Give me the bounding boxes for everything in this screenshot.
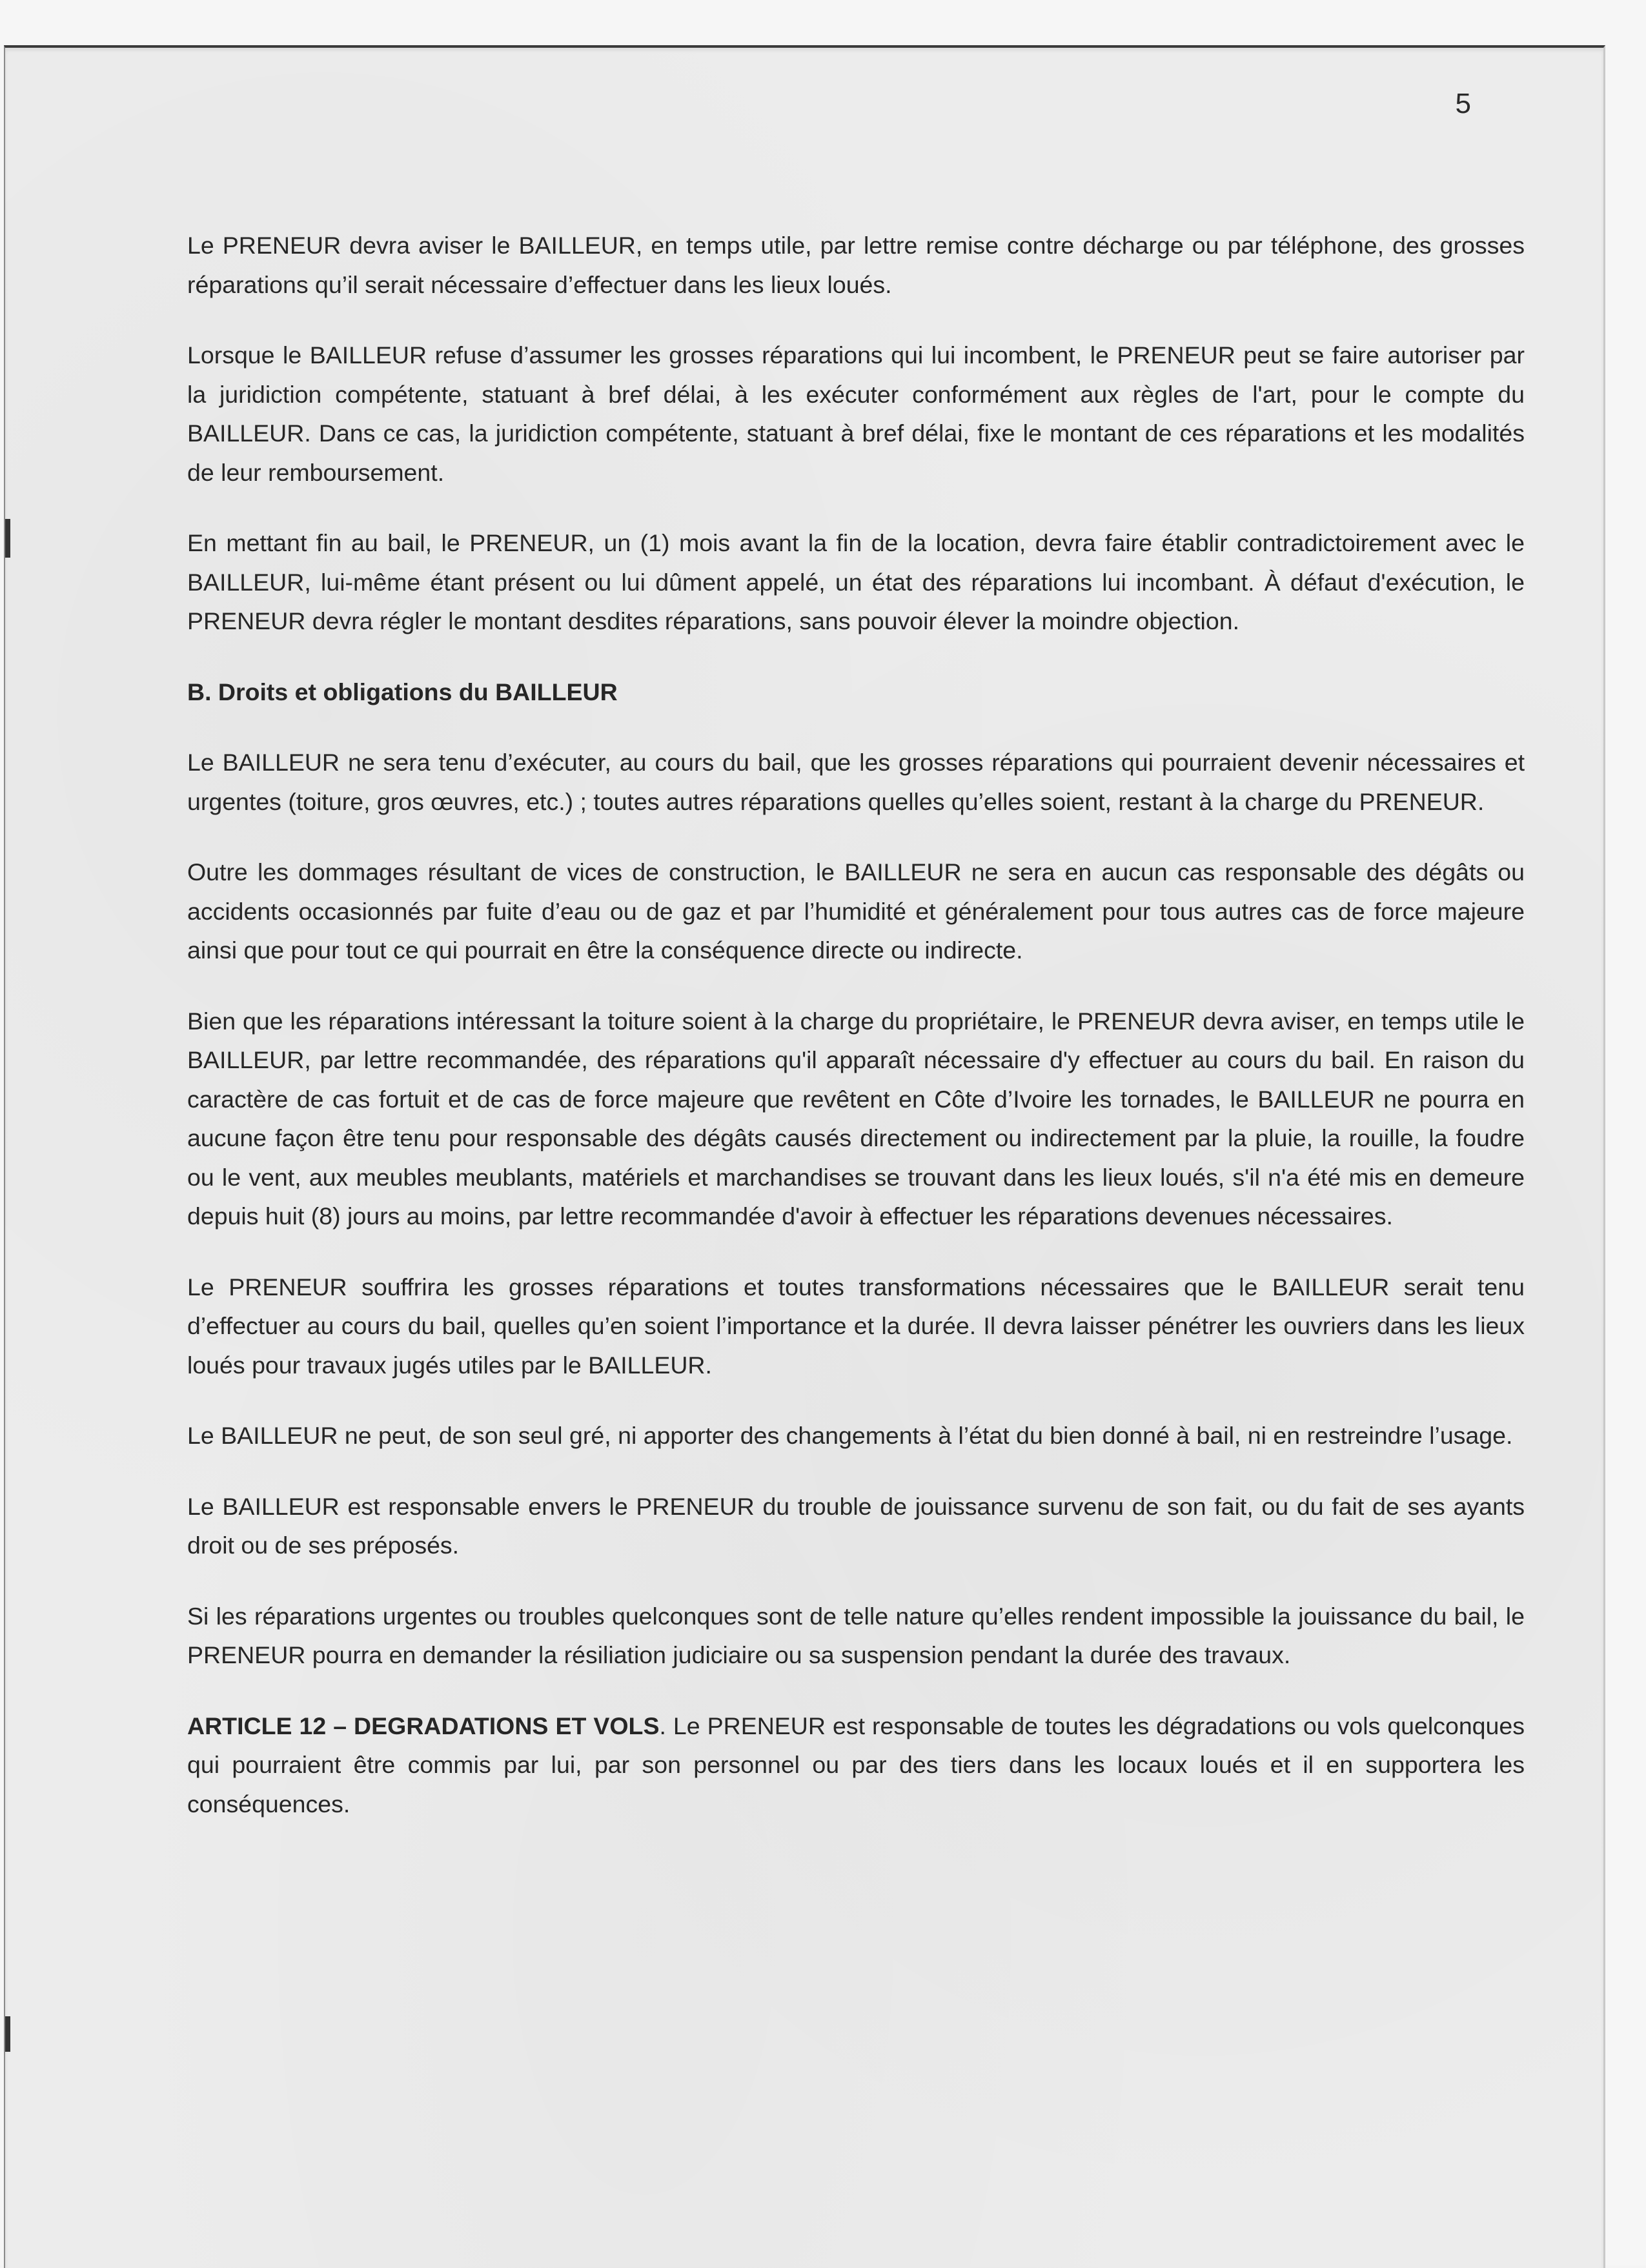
article-12-title: ARTICLE 12 – DEGRADATIONS ET VOLS bbox=[187, 1712, 660, 1739]
paragraph-bailleur-refuse: Lorsque le BAILLEUR refuse d’assumer les grosses réparations qui lui incombent, le PRENEUR peut se faire autoriser par la juridiction compétente, statuant à bref délai, à les exécuter conformément aux règles de l'art, pour le compte du BAILLEUR. Dans ce cas, la juridiction compétente, statuant à bref délai, fixe le montant de ces réparations et les modalités de leur remboursement. bbox=[187, 341, 1525, 486]
paragraph-preneur-tolerate: Le PRENEUR souffrira les grosses réparations et toutes transformations nécessaires que le BAILLEUR serait tenu d’effectuer au cours du bail, quelles qu’en soient l’importance et la durée. Il devra laisser pénétrer les ouvriers dans les lieux loués pour travaux jugés utiles par le BAILLEUR. bbox=[187, 1273, 1525, 1379]
paragraph-preneur-notify: Le PRENEUR devra aviser le BAILLEUR, en temps utile, par lettre remise contre décharge ou par téléphone, des grosses réparations qu’il serait nécessaire d’effectuer dans les lieux loués. bbox=[187, 232, 1525, 298]
article-12-body: . Le PRENEUR est responsable de toutes les dégradations ou vols quelconques qui pourraient être commis par lui, par son personnel ou par des tiers dans les locaux loués et il en supportera les conséquences. bbox=[187, 1712, 1525, 1817]
staple-mark bbox=[5, 2016, 10, 2052]
paragraph-urgent-repairs: Si les réparations urgentes ou troubles quelconques sont de telle nature qu’elles rendent impossible la jouissance du bail, le PRENEUR pourra en demander la résiliation judiciaire ou sa suspension pendant la durée des travaux. bbox=[187, 1602, 1525, 1668]
document-body bbox=[187, 226, 1525, 1855]
paragraph-roof-repairs: Bien que les réparations intéressant la toiture soient à la charge du propriétaire, le PRENEUR devra aviser, en temps utile le BAILLEUR, par lettre recommandée, des réparations qu'il apparaît nécessaire d'y effectuer au cours du bail. En raison du caractère de cas fortuit et de cas de force majeure que revêtent en Côte d’Ivoire les tornades, le BAILLEUR ne pourra en aucune façon être tenu pour responsable des dégâts causés directement ou indirectement par la pluie, la rouille, la foudre ou le vent, aux meubles meublants, matériels et marchandises se trouvant dans les lieux loués, s'il n'a été mis en demeure depuis huit (8) jours au moins, par lettre recommandée d'avoir à effectuer les réparations devenues nécessaires. bbox=[187, 1007, 1525, 1230]
section-heading-bailleur: B. Droits et obligations du BAILLEUR bbox=[187, 678, 618, 705]
paragraph-damages-exclusion: Outre les dommages résultant de vices de construction, le BAILLEUR ne sera en aucun cas responsable des dégâts ou accidents occasionnés par fuite d’eau ou de gaz et par l’humidité et généralement pour tous autres cas de force majeure ainsi que pour tout ce qui pourrait en être la conséquence directe ou indirecte. bbox=[187, 858, 1525, 964]
page-number: 5 bbox=[1455, 88, 1471, 119]
paragraph-bailleur-duties: Le BAILLEUR ne sera tenu d’exécuter, au cours du bail, que les grosses réparations qui pourraient devenir nécessaires et urgentes (toiture, gros œuvres, etc.) ; toutes autres réparations quelles qu’elles soient, restant à la charge du PRENEUR. bbox=[187, 749, 1525, 815]
article-12 bbox=[187, 1706, 1525, 1824]
paragraph-bailleur-no-change: Le BAILLEUR ne peut, de son seul gré, ni apporter des changements à l’état du bien donné à bail, ni en restreindre l’usage. bbox=[187, 1422, 1513, 1449]
paragraph-bailleur-responsible: Le BAILLEUR est responsable envers le PRENEUR du trouble de jouissance survenu de son fait, ou du fait de ses ayants droit ou de ses préposés. bbox=[187, 1492, 1525, 1559]
paragraph-end-of-lease: En mettant fin au bail, le PRENEUR, un (1) mois avant la fin de la location, devra faire établir contradictoirement avec le BAILLEUR, lui-même étant présent ou lui dûment appelé, un état des réparations lui incombant. À défaut d'exécution, le PRENEUR devra régler le montant desdites réparations, sans pouvoir élever la moindre objection. bbox=[187, 529, 1525, 634]
staple-mark bbox=[5, 519, 10, 558]
